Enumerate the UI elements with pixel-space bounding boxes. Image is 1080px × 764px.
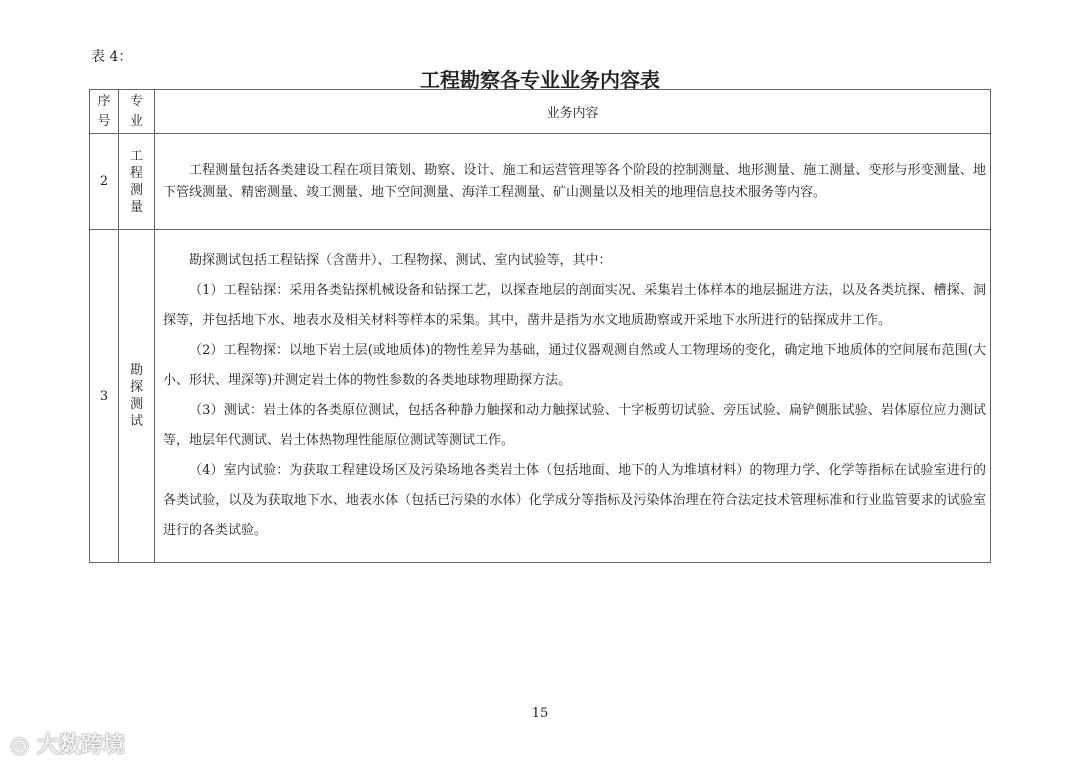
paragraph: （3）测试：岩土体的各类原位测试，包括各种静力触探和动力触探试验、十字板剪切试验、旁压试验、扁铲侧胀试验、岩体原位应力测试等，地层年代测试、岩土体热物理性能原位测试等测试工作。: [163, 403, 986, 448]
paragraph: （1）工程钻探：采用各类钻探机械设备和钻探工艺，以探查地层的剖面实况、采集岩土体样本的地层掘进方法，以及各类坑探、槽探、洞探等，并包括地下水、地表水及相关材料等样本的采集。其中，凿井是指为水文地质勘察或开采地下水所进行的钻探成井工作。: [163, 283, 986, 328]
page-number: 15: [531, 706, 549, 721]
table-row: [90, 134, 991, 230]
row-no: 2: [90, 134, 119, 230]
paragraph: 勘探测试包括工程钻探（含凿井）、工程物探、测试、室内试验等，其中：: [189, 253, 612, 268]
table-row: [90, 230, 991, 563]
paragraph: （2）工程物探：以地下岩土层(或地质体)的物性差异为基础，通过仪器观测自然或人工物理场的变化，确定地下地质体的空间展布范围(大小、形状、埋深等)并测定岩土体的物性参数的各类地球物理勘探方法。: [163, 343, 986, 388]
paragraph: （4）室内试验：为获取工程建设场区及污染场地各类岩土体（包括地面、地下的人为堆填材料）的物理力学、化学等指标在试验室进行的各类试验，以及为获取地下水、地表水体（包括已污染的水体）化学成分等指标及污染体治理在符合法定技术管理标准和行业监管要求的试验室进行的各类试验。: [163, 463, 986, 538]
table-title: 工程勘察各专业业务内容表: [420, 68, 660, 92]
content-table: [89, 89, 991, 563]
header-row: [90, 90, 991, 134]
header-no: 序号: [90, 90, 119, 134]
watermark-logo: ◎ 大数跨境: [10, 733, 125, 758]
row-content: 工程测量包括各类建设工程在项目策划、勘察、设计、施工和运营管理等各个阶段的控制测量、地形测量、施工测量、变形与形变测量、地下管线测量、精密测量、竣工测量、地下空间测量、海洋工程测量、矿山测量以及相关的地理信息技术服务等内容。: [155, 134, 991, 230]
row-major: 勘探测试: [119, 230, 155, 563]
table-label: 表 4：: [91, 49, 133, 65]
watermark-icon: ◎: [10, 733, 37, 758]
row-major: 工程测量: [119, 134, 155, 230]
header-major: 专业: [119, 90, 155, 134]
row-content: [155, 230, 991, 563]
row-no: 3: [90, 230, 119, 563]
header-content: 业务内容: [155, 90, 991, 134]
